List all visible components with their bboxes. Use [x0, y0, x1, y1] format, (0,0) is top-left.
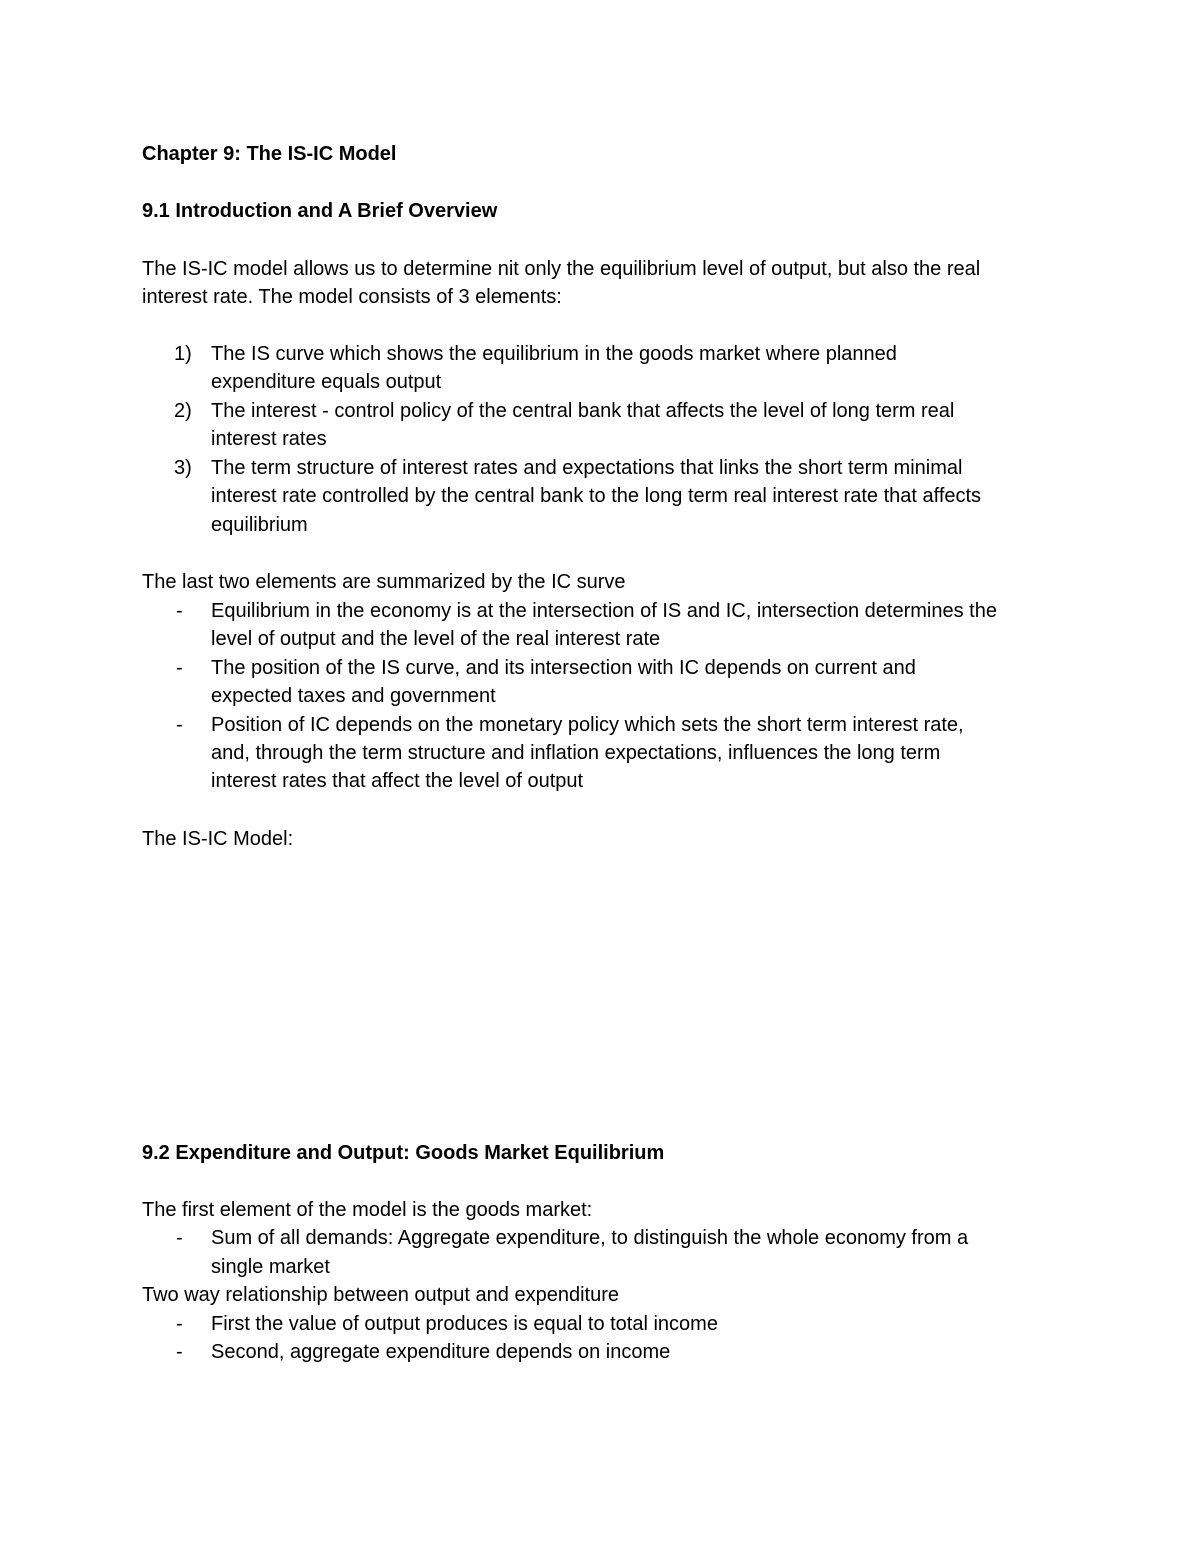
- bullet-dash: -: [176, 1341, 183, 1363]
- list-number: 2): [174, 400, 192, 422]
- list-item-text: The IS curve which shows the equilibrium in the goods market where planned: [211, 343, 897, 365]
- list-item-text: The interest - control policy of the central bank that affects the level of long term real: [211, 400, 955, 422]
- bullet-text: Equilibrium in the economy is at the intersection of IS and IC, intersection determines the: [211, 600, 997, 622]
- section-heading-9-1: 9.1 Introduction and A Brief Overview: [142, 200, 498, 222]
- summary-text: The last two elements are summarized by the IC surve: [142, 571, 626, 593]
- bullet-text: and, through the term structure and inflation expectations, influences the long term: [211, 742, 941, 764]
- section-heading-9-2: 9.2 Expenditure and Output: Goods Market Equilibrium: [142, 1142, 665, 1164]
- list-item-text: expenditure equals output: [211, 371, 442, 393]
- intro-line: interest rate. The model consists of 3 elements:: [142, 286, 562, 308]
- bullet-dash: -: [176, 714, 183, 736]
- relationship-text: Two way relationship between output and expenditure: [142, 1284, 619, 1306]
- bullet-dash: -: [176, 1227, 183, 1249]
- bullet-dash: -: [176, 1313, 183, 1335]
- bullet-dash: -: [176, 657, 183, 679]
- section-intro: The first element of the model is the goods market:: [142, 1199, 593, 1221]
- bullet-text: Position of IC depends on the monetary policy which sets the short term interest rate,: [211, 714, 964, 736]
- list-item-text: interest rates: [211, 428, 327, 450]
- model-label: The IS-IC Model:: [142, 828, 294, 850]
- bullet-dash: -: [176, 600, 183, 622]
- chapter-title: Chapter 9: The IS-IC Model: [142, 143, 397, 165]
- bullet-text: The position of the IS curve, and its intersection with IC depends on current and: [211, 657, 916, 679]
- list-item-text: The term structure of interest rates and expectations that links the short term minimal: [211, 457, 963, 479]
- list-number: 1): [174, 343, 192, 365]
- bullet-text: single market: [211, 1256, 330, 1278]
- list-number: 3): [174, 457, 192, 479]
- bullet-text: Sum of all demands: Aggregate expenditure, to distinguish the whole economy from a: [211, 1227, 969, 1249]
- list-item-text: equilibrium: [211, 514, 308, 536]
- bullet-text: First the value of output produces is equal to total income: [211, 1313, 718, 1335]
- bullet-text: interest rates that affect the level of output: [211, 770, 584, 792]
- list-item-text: interest rate controlled by the central bank to the long term real interest rate that affects: [211, 485, 982, 507]
- bullet-text: level of output and the level of the real interest rate: [211, 628, 661, 650]
- bullet-text: expected taxes and government: [211, 685, 496, 707]
- bullet-text: Second, aggregate expenditure depends on income: [211, 1341, 671, 1363]
- intro-line: The IS-IC model allows us to determine nit only the equilibrium level of output, but also the real: [142, 258, 981, 280]
